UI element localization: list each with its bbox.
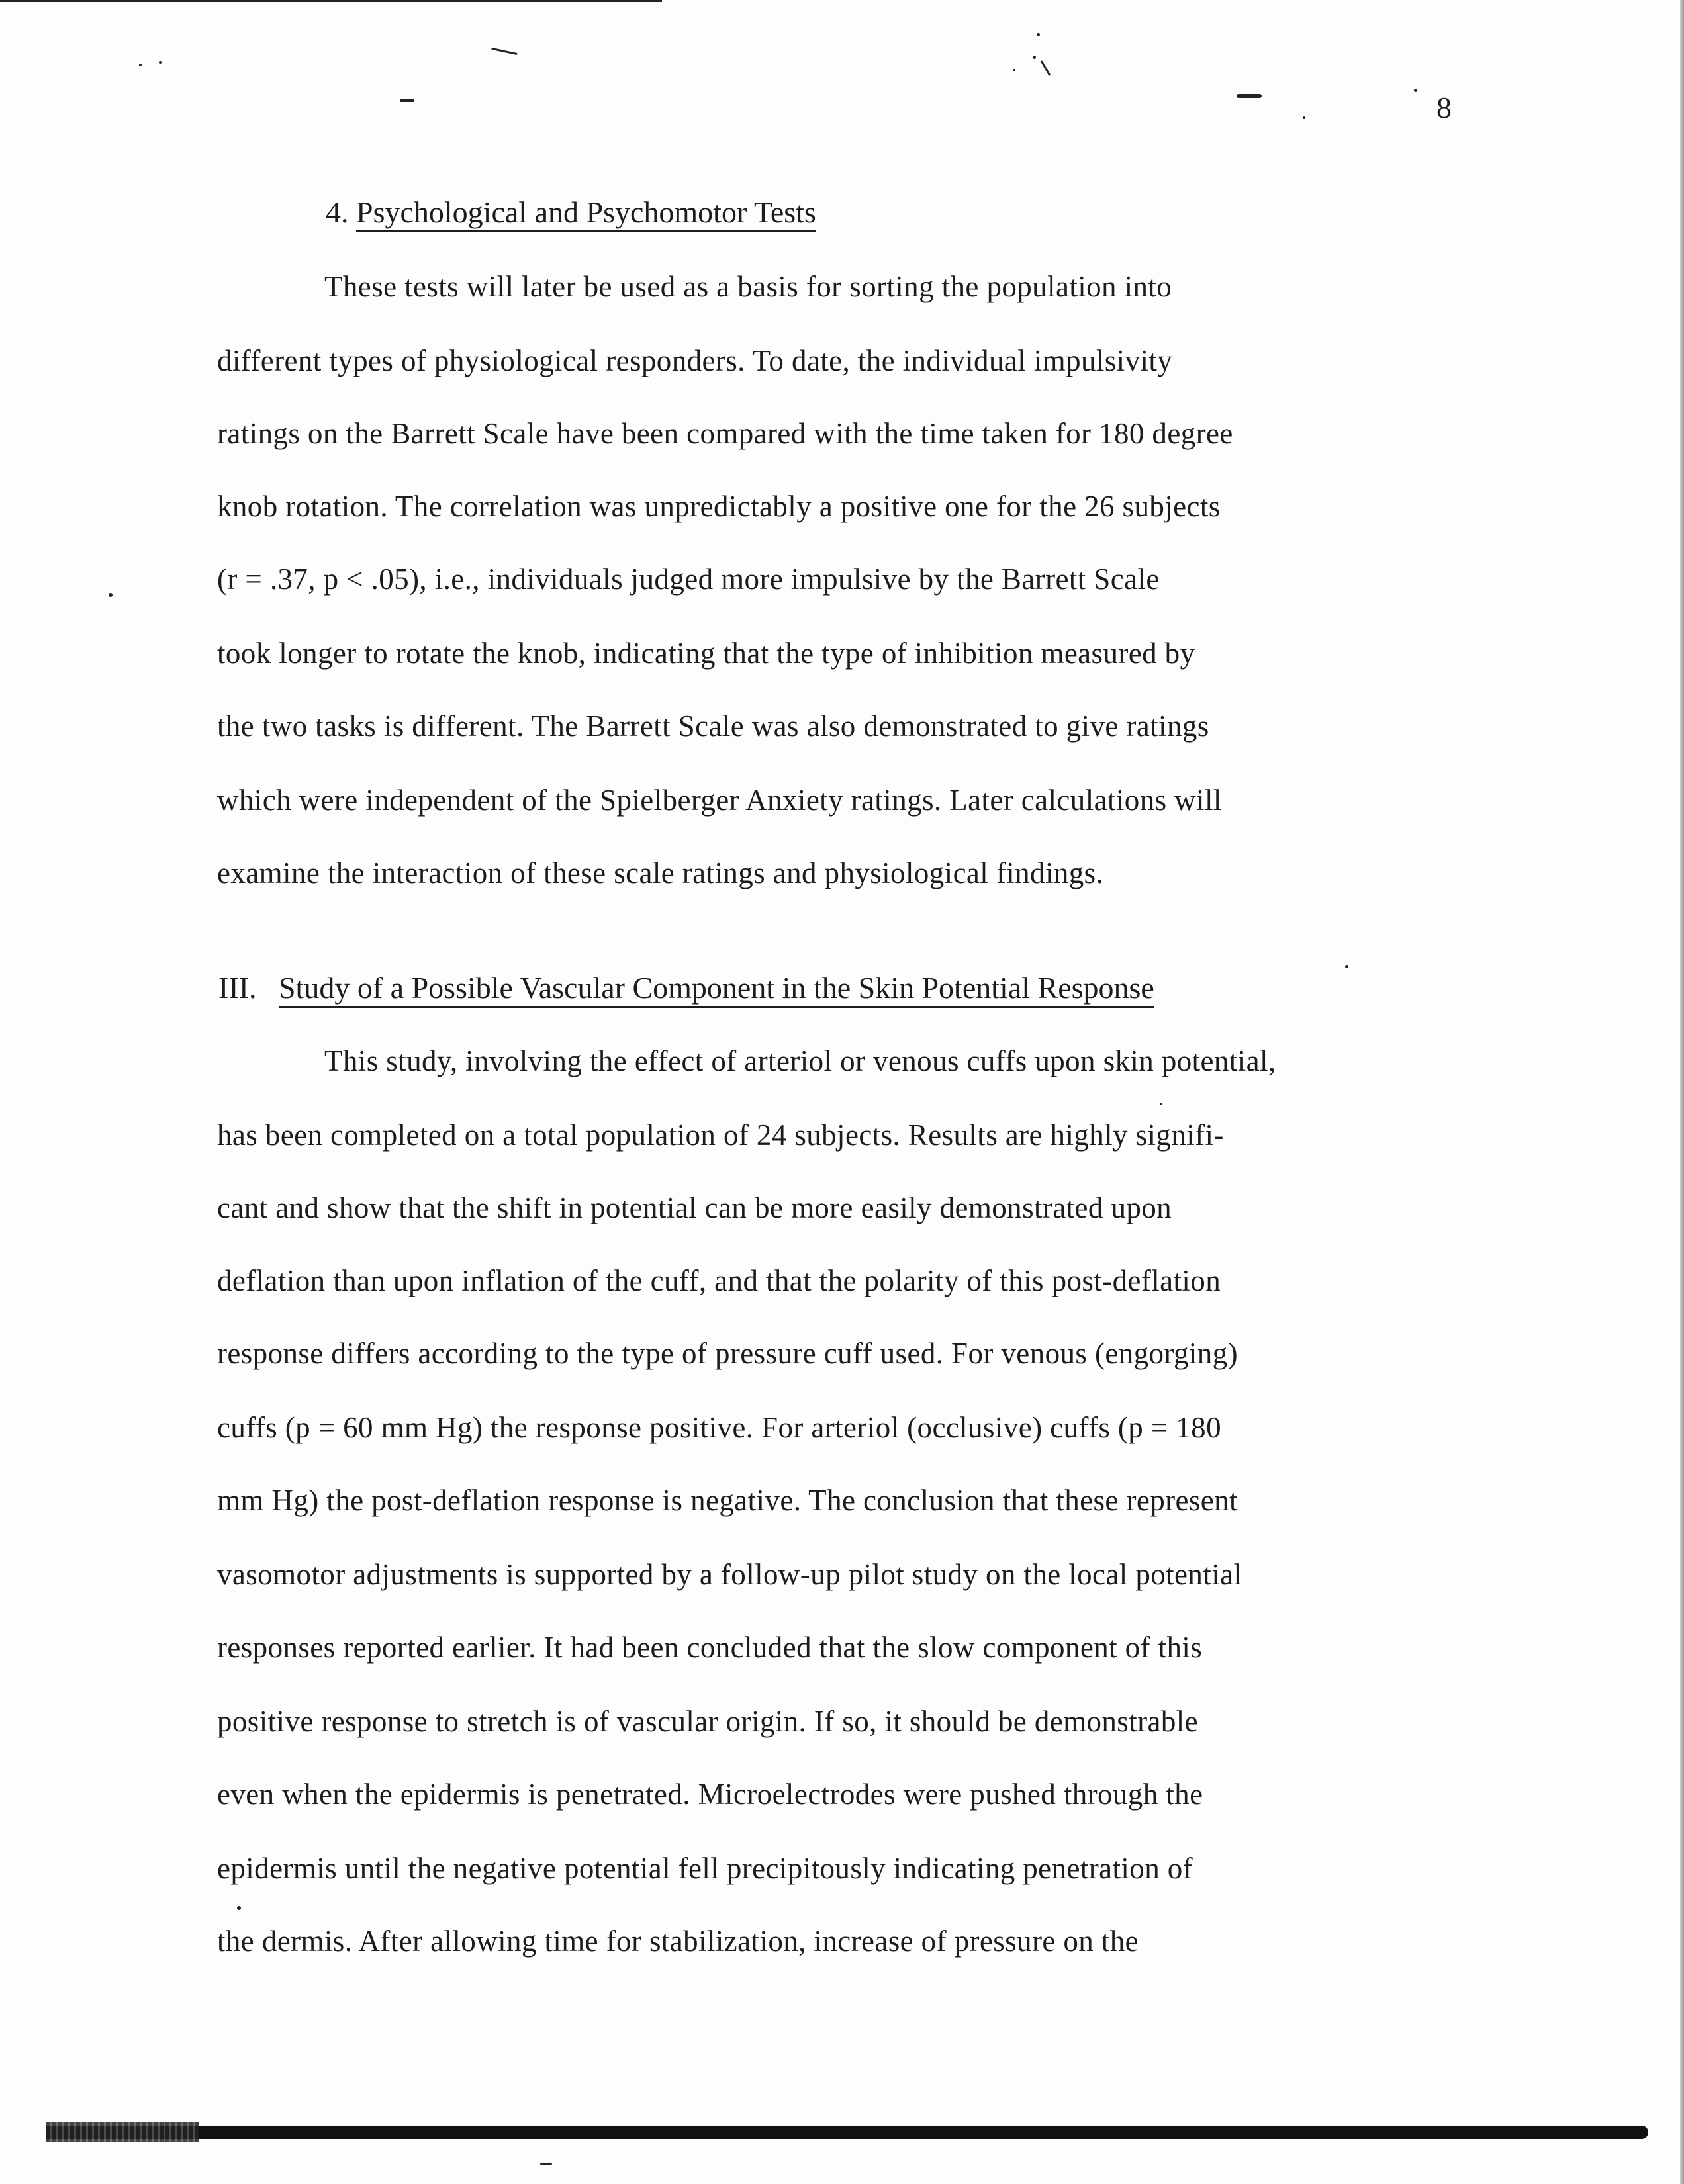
- scan-mark: [1041, 60, 1051, 76]
- subsection-number: 4.: [326, 195, 349, 229]
- scan-mark: [1037, 33, 1040, 36]
- text-line: which were independent of the Spielberger Anxiety ratings. Later calculations will: [217, 784, 1222, 817]
- scan-mark: [109, 593, 113, 597]
- text-line: mm Hg) the post-deflation response is negative. The conclusion that these represent: [217, 1484, 1238, 1517]
- text-line: (r = .37, p < .05), i.e., individuals judged more impulsive by the Barrett Scale: [217, 563, 1160, 596]
- scan-right-edge: [1680, 0, 1684, 2184]
- scan-mark: [1160, 1103, 1162, 1105]
- scan-mark: [139, 64, 142, 66]
- text-line: response differs according to the type of pressure cuff used. For venous (engorging): [217, 1337, 1238, 1370]
- text-line: cuffs (p = 60 mm Hg) the response positive. For arteriol (occlusive) cuffs (p = 180: [217, 1411, 1221, 1444]
- text-line: examine the interaction of these scale ratings and physiological findings.: [217, 856, 1104, 889]
- text-line: deflation than upon inflation of the cuff, and that the polarity of this post-deflation: [217, 1264, 1221, 1297]
- scan-bottom-bar: [46, 2126, 1648, 2139]
- text-line: the two tasks is different. The Barrett Scale was also demonstrated to give ratings: [217, 709, 1209, 743]
- scan-mark: [1414, 89, 1417, 92]
- scan-top-edge: [0, 0, 662, 2]
- text-line: took longer to rotate the knob, indicating that the type of inhibition measured by: [217, 637, 1195, 670]
- text-line: has been completed on a total population of 24 subjects. Results are highly signifi-: [217, 1118, 1224, 1152]
- text-line: different types of physiological responders. To date, the individual impulsivity: [217, 344, 1173, 377]
- text-line: cant and show that the shift in potential can be more easily demonstrated upon: [217, 1191, 1172, 1224]
- section-title: Study of a Possible Vascular Component in the Skin Potential Response: [278, 971, 1154, 1005]
- text-line: knob rotation. The correlation was unpredictably a positive one for the 26 subjects: [217, 490, 1221, 523]
- text-line: positive response to stretch is of vascular origin. If so, it should be demonstrable: [217, 1705, 1199, 1738]
- scan-mark: [1303, 116, 1305, 119]
- text-line: This study, involving the effect of arteriol or venous cuffs upon skin potential,: [324, 1044, 1276, 1077]
- scan-bottom-bar-noise: [46, 2122, 199, 2142]
- text-line: vasomotor adjustments is supported by a follow-up pilot study on the local potential: [217, 1558, 1242, 1591]
- text-line: responses reported earlier. It had been concluded that the slow component of this: [217, 1631, 1203, 1664]
- subsection-heading: [326, 189, 816, 236]
- scan-mark: [1237, 94, 1262, 98]
- scan-mark: [400, 99, 414, 102]
- scan-mark: [1013, 69, 1015, 71]
- page-number: 8: [1436, 91, 1452, 124]
- scan-mark: [1033, 56, 1036, 59]
- subsection-title: Psychological and Psychomotor Tests: [356, 195, 816, 229]
- text-line: the dermis. After allowing time for stabilization, increase of pressure on the: [217, 1925, 1139, 1958]
- scan-mark: [1345, 965, 1348, 968]
- text-line: These tests will later be used as a basis for sorting the population into: [324, 270, 1172, 303]
- scan-mark: [159, 61, 162, 64]
- text-line: ratings on the Barrett Scale have been compared with the time taken for 180 degree: [217, 417, 1233, 450]
- scan-mark: [237, 1906, 241, 1910]
- text-line: epidermis until the negative potential fell precipitously indicating penetration of: [217, 1852, 1193, 1885]
- scan-mark: [491, 48, 518, 55]
- scan-mark: [540, 2163, 552, 2165]
- text-line: even when the epidermis is penetrated. Microelectrodes were pushed through the: [217, 1778, 1203, 1811]
- section-number: III.: [218, 971, 257, 1005]
- section-heading: [218, 965, 1154, 1011]
